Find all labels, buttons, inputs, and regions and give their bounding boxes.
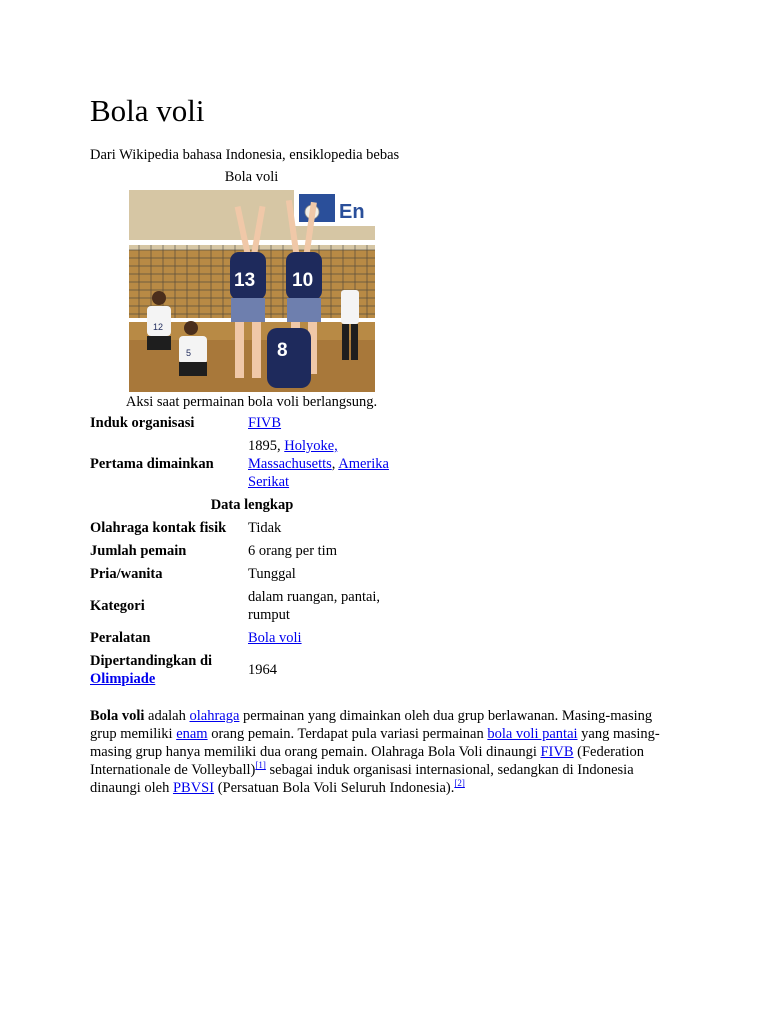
row-label: Peralatan bbox=[90, 630, 151, 646]
article-text: orang pemain. Terdapat pula variasi permainan bbox=[207, 726, 488, 742]
row-value bbox=[248, 414, 408, 432]
row-label: Induk organisasi bbox=[90, 415, 195, 431]
first-played-year: 1895, bbox=[248, 438, 285, 454]
row-value bbox=[248, 437, 408, 491]
article-text: yang masing-masing grup hanya memiliki dua orang pemain. Olahraga Bola Voli dinaungi bbox=[90, 726, 660, 760]
reference-2-link[interactable]: [2] bbox=[454, 778, 465, 789]
infobox-section-header: Data lengkap bbox=[210, 497, 294, 513]
enam-link[interactable]: enam bbox=[176, 726, 208, 742]
article-text: sebagai induk organisasi internasional, sedangkan di Indonesia dinaungi oleh bbox=[90, 762, 634, 796]
bola-voli-pantai-link[interactable]: bola voli pantai bbox=[487, 726, 578, 742]
infobox-row-olimpiade bbox=[90, 652, 410, 688]
row-value: 1964 bbox=[248, 662, 277, 678]
holyoke-link[interactable]: Holyoke, Massachusetts bbox=[248, 438, 338, 472]
article-text: (Federation Internationale de Volleyball) bbox=[90, 744, 644, 778]
jersey-number: 12 bbox=[153, 322, 164, 332]
page-title: Bola voli bbox=[90, 93, 205, 128]
reference-1-link[interactable]: [1] bbox=[255, 760, 266, 771]
row-label: Kategori bbox=[90, 598, 145, 614]
fivb-link[interactable]: FIVB bbox=[248, 415, 282, 431]
infobox-row-kontak bbox=[90, 519, 410, 537]
infobox-row-pertama bbox=[90, 437, 410, 491]
jersey-number: 8 bbox=[277, 340, 288, 361]
row-label: Pertama dimainkan bbox=[90, 456, 214, 472]
pbvsi-link[interactable]: PBVSI bbox=[172, 780, 215, 796]
infobox-row-pria bbox=[90, 565, 410, 583]
row-value bbox=[248, 629, 408, 647]
amerika-serikat-link[interactable]: Amerika Serikat bbox=[248, 456, 389, 490]
infobox-table bbox=[90, 414, 410, 693]
bola-voli-link[interactable]: Bola voli bbox=[248, 630, 302, 646]
banner-text: En bbox=[339, 201, 365, 223]
infobox-caption: Bola voli bbox=[224, 169, 279, 185]
row-label: Pria/wanita bbox=[90, 566, 163, 582]
row-label: Olahraga kontak fisik bbox=[90, 520, 227, 536]
row-value: 6 orang per tim bbox=[248, 543, 337, 559]
page-subtitle: Dari Wikipedia bahasa Indonesia, ensiklopedia bebas bbox=[90, 147, 400, 163]
jersey-number: 13 bbox=[234, 270, 256, 291]
olimpiade-label-prefix: Dipertandingkan di bbox=[90, 653, 213, 669]
jersey-number: 5 bbox=[186, 348, 192, 358]
article-paragraph bbox=[90, 707, 682, 797]
article-subject: Bola voli bbox=[90, 708, 145, 724]
volleyball-photo-illustration bbox=[129, 190, 375, 392]
article-text: adalah bbox=[144, 708, 190, 724]
row-label: Jumlah pemain bbox=[90, 543, 187, 559]
row-label bbox=[90, 652, 248, 688]
volleyball-photo bbox=[129, 190, 375, 392]
article-text: (Persatuan Bola Voli Seluruh Indonesia). bbox=[214, 780, 455, 796]
fivb-article-link[interactable]: FIVB bbox=[540, 744, 574, 760]
article-text: permainan yang dimainkan oleh dua grup berlawanan. Masing-masing grup memiliki bbox=[90, 708, 653, 742]
olahraga-link[interactable]: olahraga bbox=[189, 708, 240, 724]
infobox-row-induk bbox=[90, 414, 410, 432]
separator: , bbox=[331, 456, 339, 472]
row-value: Tidak bbox=[248, 520, 282, 536]
infobox-row-jumlah bbox=[90, 542, 410, 560]
infobox-row-kategori bbox=[90, 588, 410, 624]
infobox-row-peralatan bbox=[90, 629, 410, 647]
row-value: dalam ruangan, pantai, rumput bbox=[248, 589, 381, 623]
photo-caption: Aksi saat permainan bola voli berlangsung. bbox=[125, 394, 378, 410]
jersey-number: 10 bbox=[292, 270, 314, 291]
row-value: Tunggal bbox=[248, 566, 296, 582]
olimpiade-link[interactable]: Olimpiade bbox=[90, 671, 156, 687]
